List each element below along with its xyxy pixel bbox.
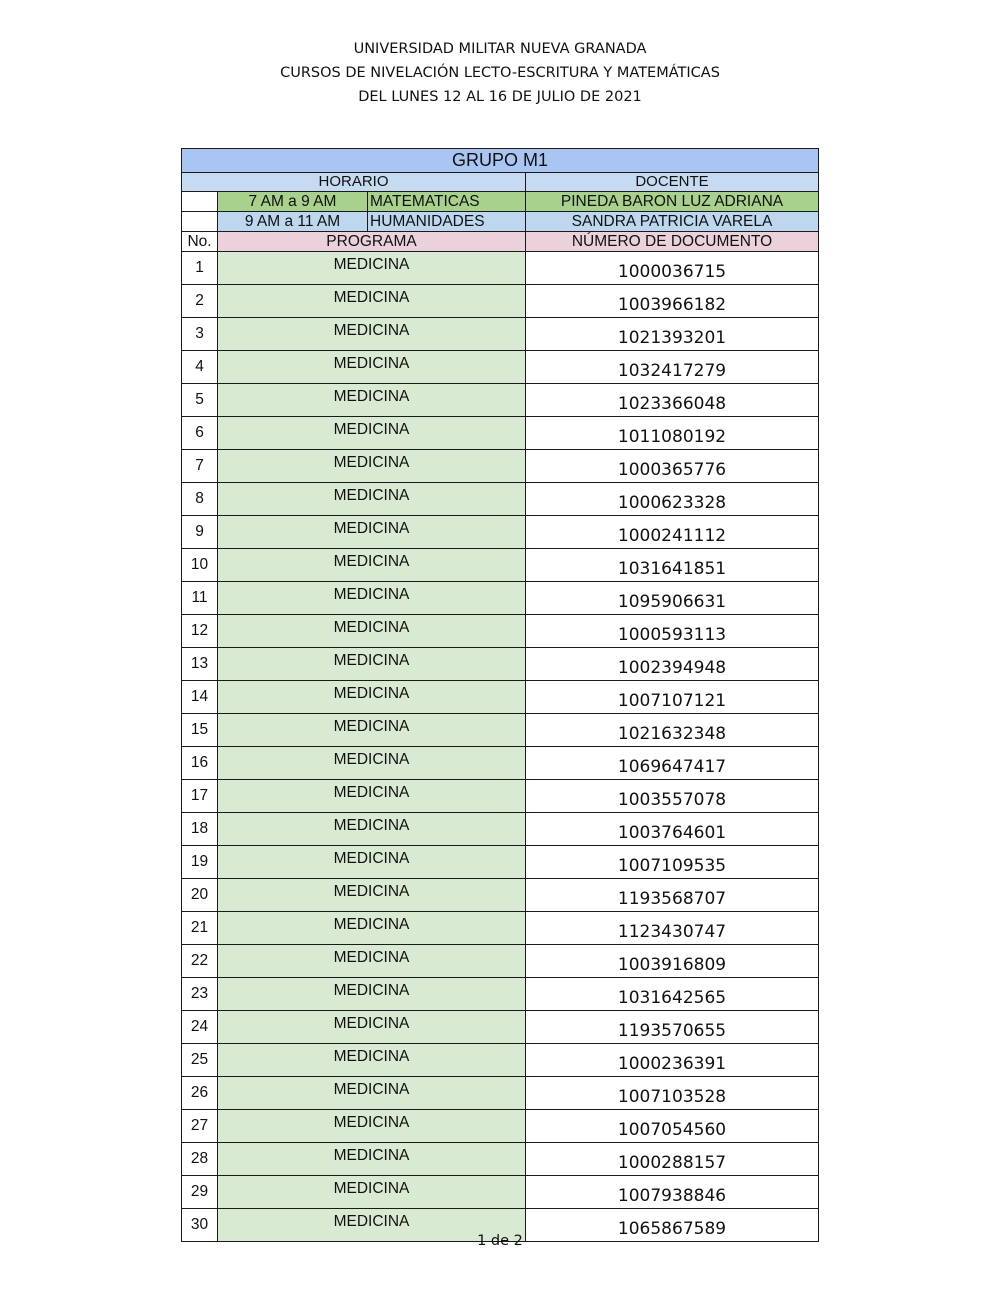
row-programa: MEDICINA — [218, 351, 526, 384]
table-row — [182, 1110, 819, 1143]
row-documento: 1003916809 — [526, 945, 819, 978]
row-programa: MEDICINA — [218, 879, 526, 912]
table-row — [182, 912, 819, 945]
row-documento: 1193570655 — [526, 1011, 819, 1044]
row-programa: MEDICINA — [218, 285, 526, 318]
row-documento: 1007109535 — [526, 846, 819, 879]
schedule-time: 9 AM a 11 AM — [218, 212, 368, 232]
table-row — [182, 450, 819, 483]
row-number: 29 — [182, 1176, 218, 1209]
table-row — [182, 1143, 819, 1176]
table-row — [182, 318, 819, 351]
table-row — [182, 417, 819, 450]
row-number: 23 — [182, 978, 218, 1011]
row-documento: 1000365776 — [526, 450, 819, 483]
table-row — [182, 1077, 819, 1110]
row-programa: MEDICINA — [218, 615, 526, 648]
row-documento: 1000241112 — [526, 516, 819, 549]
row-documento: 1007103528 — [526, 1077, 819, 1110]
table-row — [182, 1011, 819, 1044]
table-row — [182, 978, 819, 1011]
row-number: 24 — [182, 1011, 218, 1044]
row-programa: MEDICINA — [218, 846, 526, 879]
row-documento: 1003764601 — [526, 813, 819, 846]
table-row — [182, 747, 819, 780]
row-programa: MEDICINA — [218, 1077, 526, 1110]
row-programa: MEDICINA — [218, 681, 526, 714]
docente-header: DOCENTE — [526, 173, 819, 192]
table-row — [182, 549, 819, 582]
table-row — [182, 780, 819, 813]
row-programa: MEDICINA — [218, 648, 526, 681]
table-row — [182, 516, 819, 549]
row-programa: MEDICINA — [218, 1044, 526, 1077]
row-documento: 1021632348 — [526, 714, 819, 747]
row-documento: 1031641851 — [526, 549, 819, 582]
row-number: 9 — [182, 516, 218, 549]
row-documento: 1003966182 — [526, 285, 819, 318]
row-number: 17 — [182, 780, 218, 813]
row-programa: MEDICINA — [218, 582, 526, 615]
row-documento: 1032417279 — [526, 351, 819, 384]
row-programa: MEDICINA — [218, 318, 526, 351]
row-programa: MEDICINA — [218, 780, 526, 813]
row-programa: MEDICINA — [218, 1176, 526, 1209]
row-number: 10 — [182, 549, 218, 582]
row-number: 12 — [182, 615, 218, 648]
row-documento: 1007107121 — [526, 681, 819, 714]
table-row — [182, 351, 819, 384]
row-documento: 1123430747 — [526, 912, 819, 945]
row-documento: 1065867589 — [526, 1209, 819, 1242]
schedule-row — [182, 212, 819, 232]
table-row — [182, 879, 819, 912]
schedule-blank-cell — [182, 192, 218, 212]
row-documento: 1000623328 — [526, 483, 819, 516]
row-programa: MEDICINA — [218, 1110, 526, 1143]
row-documento: 1021393201 — [526, 318, 819, 351]
row-number: 4 — [182, 351, 218, 384]
row-documento: 1002394948 — [526, 648, 819, 681]
row-documento: 1007938846 — [526, 1176, 819, 1209]
row-documento: 1007054560 — [526, 1110, 819, 1143]
row-programa: MEDICINA — [218, 912, 526, 945]
row-programa: MEDICINA — [218, 747, 526, 780]
table-row — [182, 252, 819, 285]
row-number: 19 — [182, 846, 218, 879]
row-number: 13 — [182, 648, 218, 681]
row-number: 15 — [182, 714, 218, 747]
row-number: 16 — [182, 747, 218, 780]
table-row — [182, 846, 819, 879]
row-number: 22 — [182, 945, 218, 978]
row-number: 30 — [182, 1209, 218, 1242]
document-header — [0, 37, 1000, 109]
row-documento: 1003557078 — [526, 780, 819, 813]
row-number: 6 — [182, 417, 218, 450]
row-programa: MEDICINA — [218, 417, 526, 450]
row-number: 18 — [182, 813, 218, 846]
row-documento: 1000288157 — [526, 1143, 819, 1176]
col-header-programa: PROGRAMA — [218, 232, 526, 252]
row-number: 5 — [182, 384, 218, 417]
horario-header: HORARIO — [182, 173, 526, 192]
row-programa: MEDICINA — [218, 483, 526, 516]
row-programa: MEDICINA — [218, 549, 526, 582]
schedule-subject: MATEMATICAS — [368, 192, 526, 212]
col-header-documento: NÚMERO DE DOCUMENTO — [526, 232, 819, 252]
row-programa: MEDICINA — [218, 978, 526, 1011]
table-row — [182, 285, 819, 318]
row-number: 14 — [182, 681, 218, 714]
row-number: 26 — [182, 1077, 218, 1110]
schedule-row — [182, 192, 819, 212]
date-range: DEL LUNES 12 AL 16 DE JULIO DE 2021 — [358, 89, 642, 105]
row-documento: 1000036715 — [526, 252, 819, 285]
row-number: 28 — [182, 1143, 218, 1176]
column-header-row — [182, 232, 819, 252]
row-number: 20 — [182, 879, 218, 912]
row-programa: MEDICINA — [218, 1143, 526, 1176]
row-programa: MEDICINA — [218, 1011, 526, 1044]
course-title: CURSOS DE NIVELACIÓN LECTO-ESCRITURA Y MATEMÁTICAS — [280, 65, 720, 81]
schedule-blank-cell — [182, 212, 218, 232]
table-row — [182, 681, 819, 714]
university-name: UNIVERSIDAD MILITAR NUEVA GRANADA — [353, 41, 647, 57]
row-documento: 1023366048 — [526, 384, 819, 417]
row-number: 21 — [182, 912, 218, 945]
table-row — [182, 714, 819, 747]
table-row — [182, 1044, 819, 1077]
row-documento: 1000236391 — [526, 1044, 819, 1077]
row-number: 27 — [182, 1110, 218, 1143]
table-row — [182, 813, 819, 846]
table-row — [182, 1176, 819, 1209]
row-programa: MEDICINA — [218, 714, 526, 747]
page-number: 1 de 2 — [477, 1233, 523, 1249]
group-table — [181, 148, 819, 1242]
table-row — [182, 945, 819, 978]
row-number: 25 — [182, 1044, 218, 1077]
row-programa: MEDICINA — [218, 450, 526, 483]
group-title: GRUPO M1 — [182, 149, 819, 173]
row-documento: 1095906631 — [526, 582, 819, 615]
row-number: 8 — [182, 483, 218, 516]
row-documento: 1011080192 — [526, 417, 819, 450]
table-row — [182, 615, 819, 648]
row-programa: MEDICINA — [218, 252, 526, 285]
schedule-teacher: SANDRA PATRICIA VARELA — [526, 212, 819, 232]
row-programa: MEDICINA — [218, 516, 526, 549]
row-documento: 1069647417 — [526, 747, 819, 780]
schedule-teacher: PINEDA BARON LUZ ADRIANA — [526, 192, 819, 212]
table-row — [182, 384, 819, 417]
row-number: 1 — [182, 252, 218, 285]
row-programa: MEDICINA — [218, 813, 526, 846]
row-number: 3 — [182, 318, 218, 351]
table-row — [182, 582, 819, 615]
row-number: 7 — [182, 450, 218, 483]
row-documento: 1031642565 — [526, 978, 819, 1011]
row-documento: 1000593113 — [526, 615, 819, 648]
table-row — [182, 648, 819, 681]
col-header-no: No. — [182, 232, 218, 252]
row-programa: MEDICINA — [218, 384, 526, 417]
schedule-time: 7 AM a 9 AM — [218, 192, 368, 212]
table-row — [182, 483, 819, 516]
row-number: 11 — [182, 582, 218, 615]
row-number: 2 — [182, 285, 218, 318]
row-programa: MEDICINA — [218, 945, 526, 978]
schedule-subject: HUMANIDADES — [368, 212, 526, 232]
row-documento: 1193568707 — [526, 879, 819, 912]
row-programa: MEDICINA — [218, 1209, 526, 1242]
